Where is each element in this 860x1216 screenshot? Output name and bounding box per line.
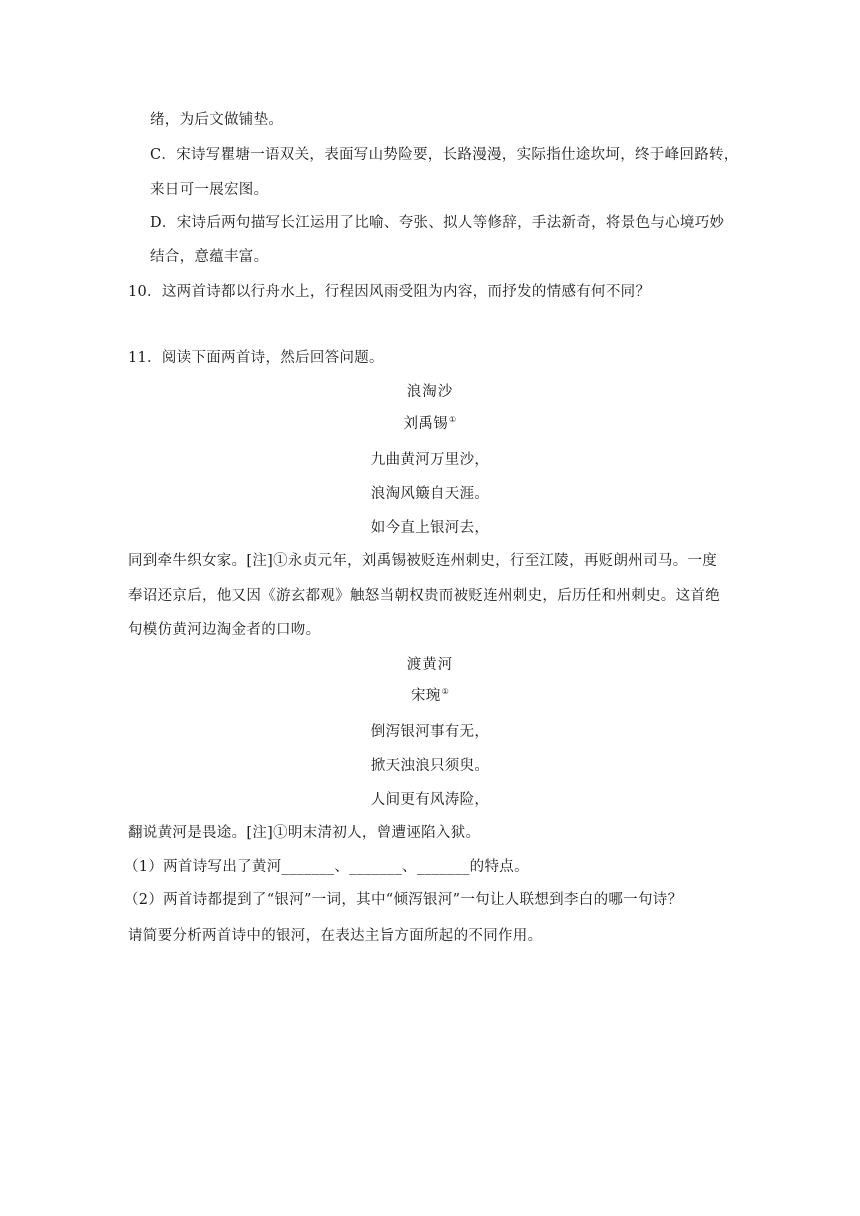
poem-1-title: 浪淘沙 [406,384,454,400]
poem-1-footnote-mark: ① [448,415,457,424]
q10-text: 10．这两首诗都以行舟水上，行程因风雨受阻为内容，而抒发的情感有何不同？ [128,284,651,300]
poem-1-line-3: 如今直上银河去， [370,520,490,536]
poem-2-author [0,686,860,706]
q9-option-d-line1: D．宋诗后两句描写长江运用了比喻、夸张、拟人等修辞，手法新奇，将景色与心境巧妙 [150,215,725,231]
poem-2-footnote-mark: ① [441,687,450,696]
q9-option-c-line2: 来日可一展宏图。 [150,182,269,198]
poem-1-last-line-and-note: 同到牵牛织女家。[注]①永贞元年，刘禹锡被贬连州刺史，行至江陵，再贬朗州司马。一度 [128,553,718,569]
q9-tail-text: 绪，为后文做铺垫。 [150,112,284,128]
poem-2-line-1: 倒泻银河事有无， [370,724,490,740]
q11-subquestion-2-line1: （2）两首诗都提到了“银河”一词，其中“倾泻银河”一句让人联想到李白的哪一句诗？ [124,892,683,908]
poem-2-line-2: 掀天浊浪只须臾。 [370,758,490,774]
poem-2-line-3: 人间更有风涛险， [370,792,490,808]
poem-2-author-name: 宋琬 [410,688,441,704]
poem-1-line-2: 浪淘风簸自天涯。 [370,486,490,502]
poem-2-title: 渡黄河 [406,657,454,673]
poem-1-author [0,414,860,434]
poem-1-author-name: 刘禹锡 [403,416,448,432]
q9-option-d-line2: 结合，意蕴丰富。 [150,249,269,265]
poem-1-note-line-2: 奉诏还京后，他又因《游玄都观》触怒当朝权贵而被贬连州刺史，后历任和州刺史。这首绝 [128,588,720,604]
q11-subquestion-2-line2: 请简要分析两首诗中的银河，在表达主旨方面所起的不同作用。 [128,928,543,944]
poem-1-line-1: 九曲黄河万里沙， [370,452,490,468]
poem-2-last-line-and-note: 翻说黄河是畏途。[注]①明末清初人，曾遭诬陷入狱。 [128,825,481,841]
q11-subquestion-1: （1）两首诗写出了黄河_______、_______、_______的特点。 [124,859,529,875]
q9-option-c-line1: C．宋诗写瞿塘一语双关，表面写山势险要，长路漫漫，实际指仕途坎坷，终于峰回路转， [150,147,739,163]
q11-intro: 11．阅读下面两首诗，然后回答问题。 [128,350,384,366]
poem-1-note-line-3: 句模仿黄河边淘金者的口吻。 [128,622,321,638]
